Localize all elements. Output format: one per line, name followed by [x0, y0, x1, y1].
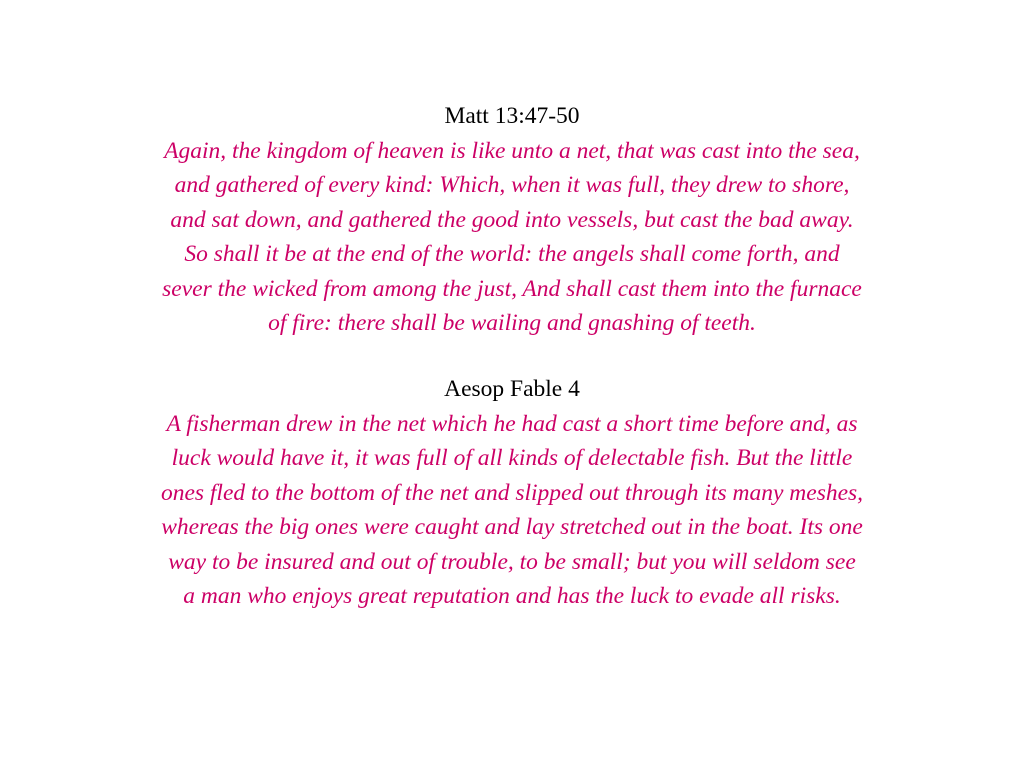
passage-line: So shall it be at the end of the world: the angels shall come forth, and	[184, 241, 840, 267]
matthew-section	[60, 99, 964, 341]
passage-line: luck would have it, it was full of all kinds of delectable fish. But the little	[171, 445, 853, 471]
passage-line: way to be insured and out of trouble, to be small; but you will seldom see	[168, 548, 856, 575]
matthew-passage	[60, 134, 964, 341]
aesop-heading: Aesop Fable 4	[444, 376, 580, 402]
aesop-section	[60, 372, 964, 614]
matthew-heading: Matt 13:47-50	[444, 103, 580, 129]
passage-line: Again, the kingdom of heaven is like unto a net, that was cast into the sea,	[164, 137, 860, 164]
passage-line: sever the wicked from among the just, And shall cast them into the furnace	[162, 275, 862, 302]
passage-line: ones fled to the bottom of the net and slipped out through its many meshes,	[160, 479, 864, 506]
passage-line: A fisherman drew in the net which he had cast a short time before and, as	[166, 410, 858, 437]
passage-line: whereas the big ones were caught and lay stretched out in the boat. Its one	[161, 514, 863, 540]
passage-line: and gathered of every kind: Which, when it was full, they drew to shore,	[174, 172, 850, 198]
passage-line: a man who enjoys great reputation and has the luck to evade all risks.	[183, 583, 841, 609]
passage-line: and sat down, and gathered the good into vessels, but cast the bad away.	[170, 206, 854, 233]
aesop-passage	[60, 407, 964, 614]
passage-line: of fire: there shall be wailing and gnashing of teeth.	[268, 310, 756, 336]
